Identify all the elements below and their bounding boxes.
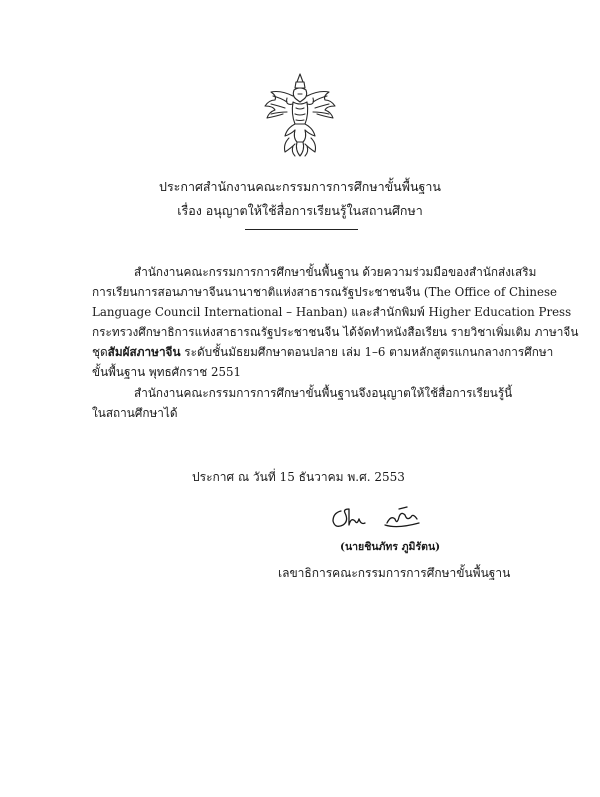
- signer-name: (นายชินภัทร ภูมิรัตน): [340, 541, 441, 553]
- body-paragraph-1: [92, 262, 579, 382]
- paragraph-line: กระทรวงศึกษาธิการแห่งสาธารณรัฐประชาชนจีน ได้จัดทำหนังสือเรียน รายวิชาเพิ่มเติม ภาษาจีน: [92, 325, 579, 339]
- signer-title: เลขาธิการคณะกรรมการการศึกษาขั้นพื้นฐาน: [278, 566, 511, 580]
- paragraph-line: สำนักงานคณะกรรมการการศึกษาขั้นพื้นฐาน ด้วยความร่วมมือของสำนักส่งเสริม: [134, 265, 537, 279]
- title-divider: [245, 229, 358, 230]
- announcement-title: ประกาศสำนักงานคณะกรรมการการศึกษาขั้นพื้นฐาน: [159, 179, 441, 194]
- paragraph-line: ขั้นพื้นฐาน พุทธศักราช 2551: [92, 365, 242, 379]
- paragraph-line: ในสถานศึกษาได้: [92, 406, 178, 420]
- body-paragraph-2: [92, 383, 512, 423]
- paragraph-line: สำนักงานคณะกรรมการการศึกษาขั้นพื้นฐานจึงอนุญาตให้ใช้สื่อการเรียนรู้นี้: [134, 386, 513, 400]
- garuda-emblem-icon: [263, 72, 337, 158]
- paragraph-line: [92, 342, 554, 362]
- handwritten-signature-icon: [327, 503, 423, 533]
- series-prefix: ชุด: [92, 345, 108, 359]
- paragraph-line: การเรียนการสอนภาษาจีนนานาชาติแห่งสาธารณรัฐประชาชนจีน (The Office of Chinese: [92, 285, 558, 299]
- textbook-series-name: สัมผัสภาษาจีน: [107, 345, 181, 359]
- series-detail: ระดับชั้นมัธยมศึกษาตอนปลาย เล่ม 1–6 ตามหลักสูตรแกนกลางการศึกษา: [180, 345, 554, 359]
- announcement-date: ประกาศ ณ วันที่ 15 ธันวาคม พ.ศ. 2553: [192, 470, 405, 484]
- paragraph-line: Language Council International – Hanban) และสำนักพิมพ์ Higher Education Press: [92, 305, 572, 319]
- announcement-subject: เรื่อง อนุญาตให้ใช้สื่อการเรียนรู้ในสถานศึกษา: [177, 203, 423, 218]
